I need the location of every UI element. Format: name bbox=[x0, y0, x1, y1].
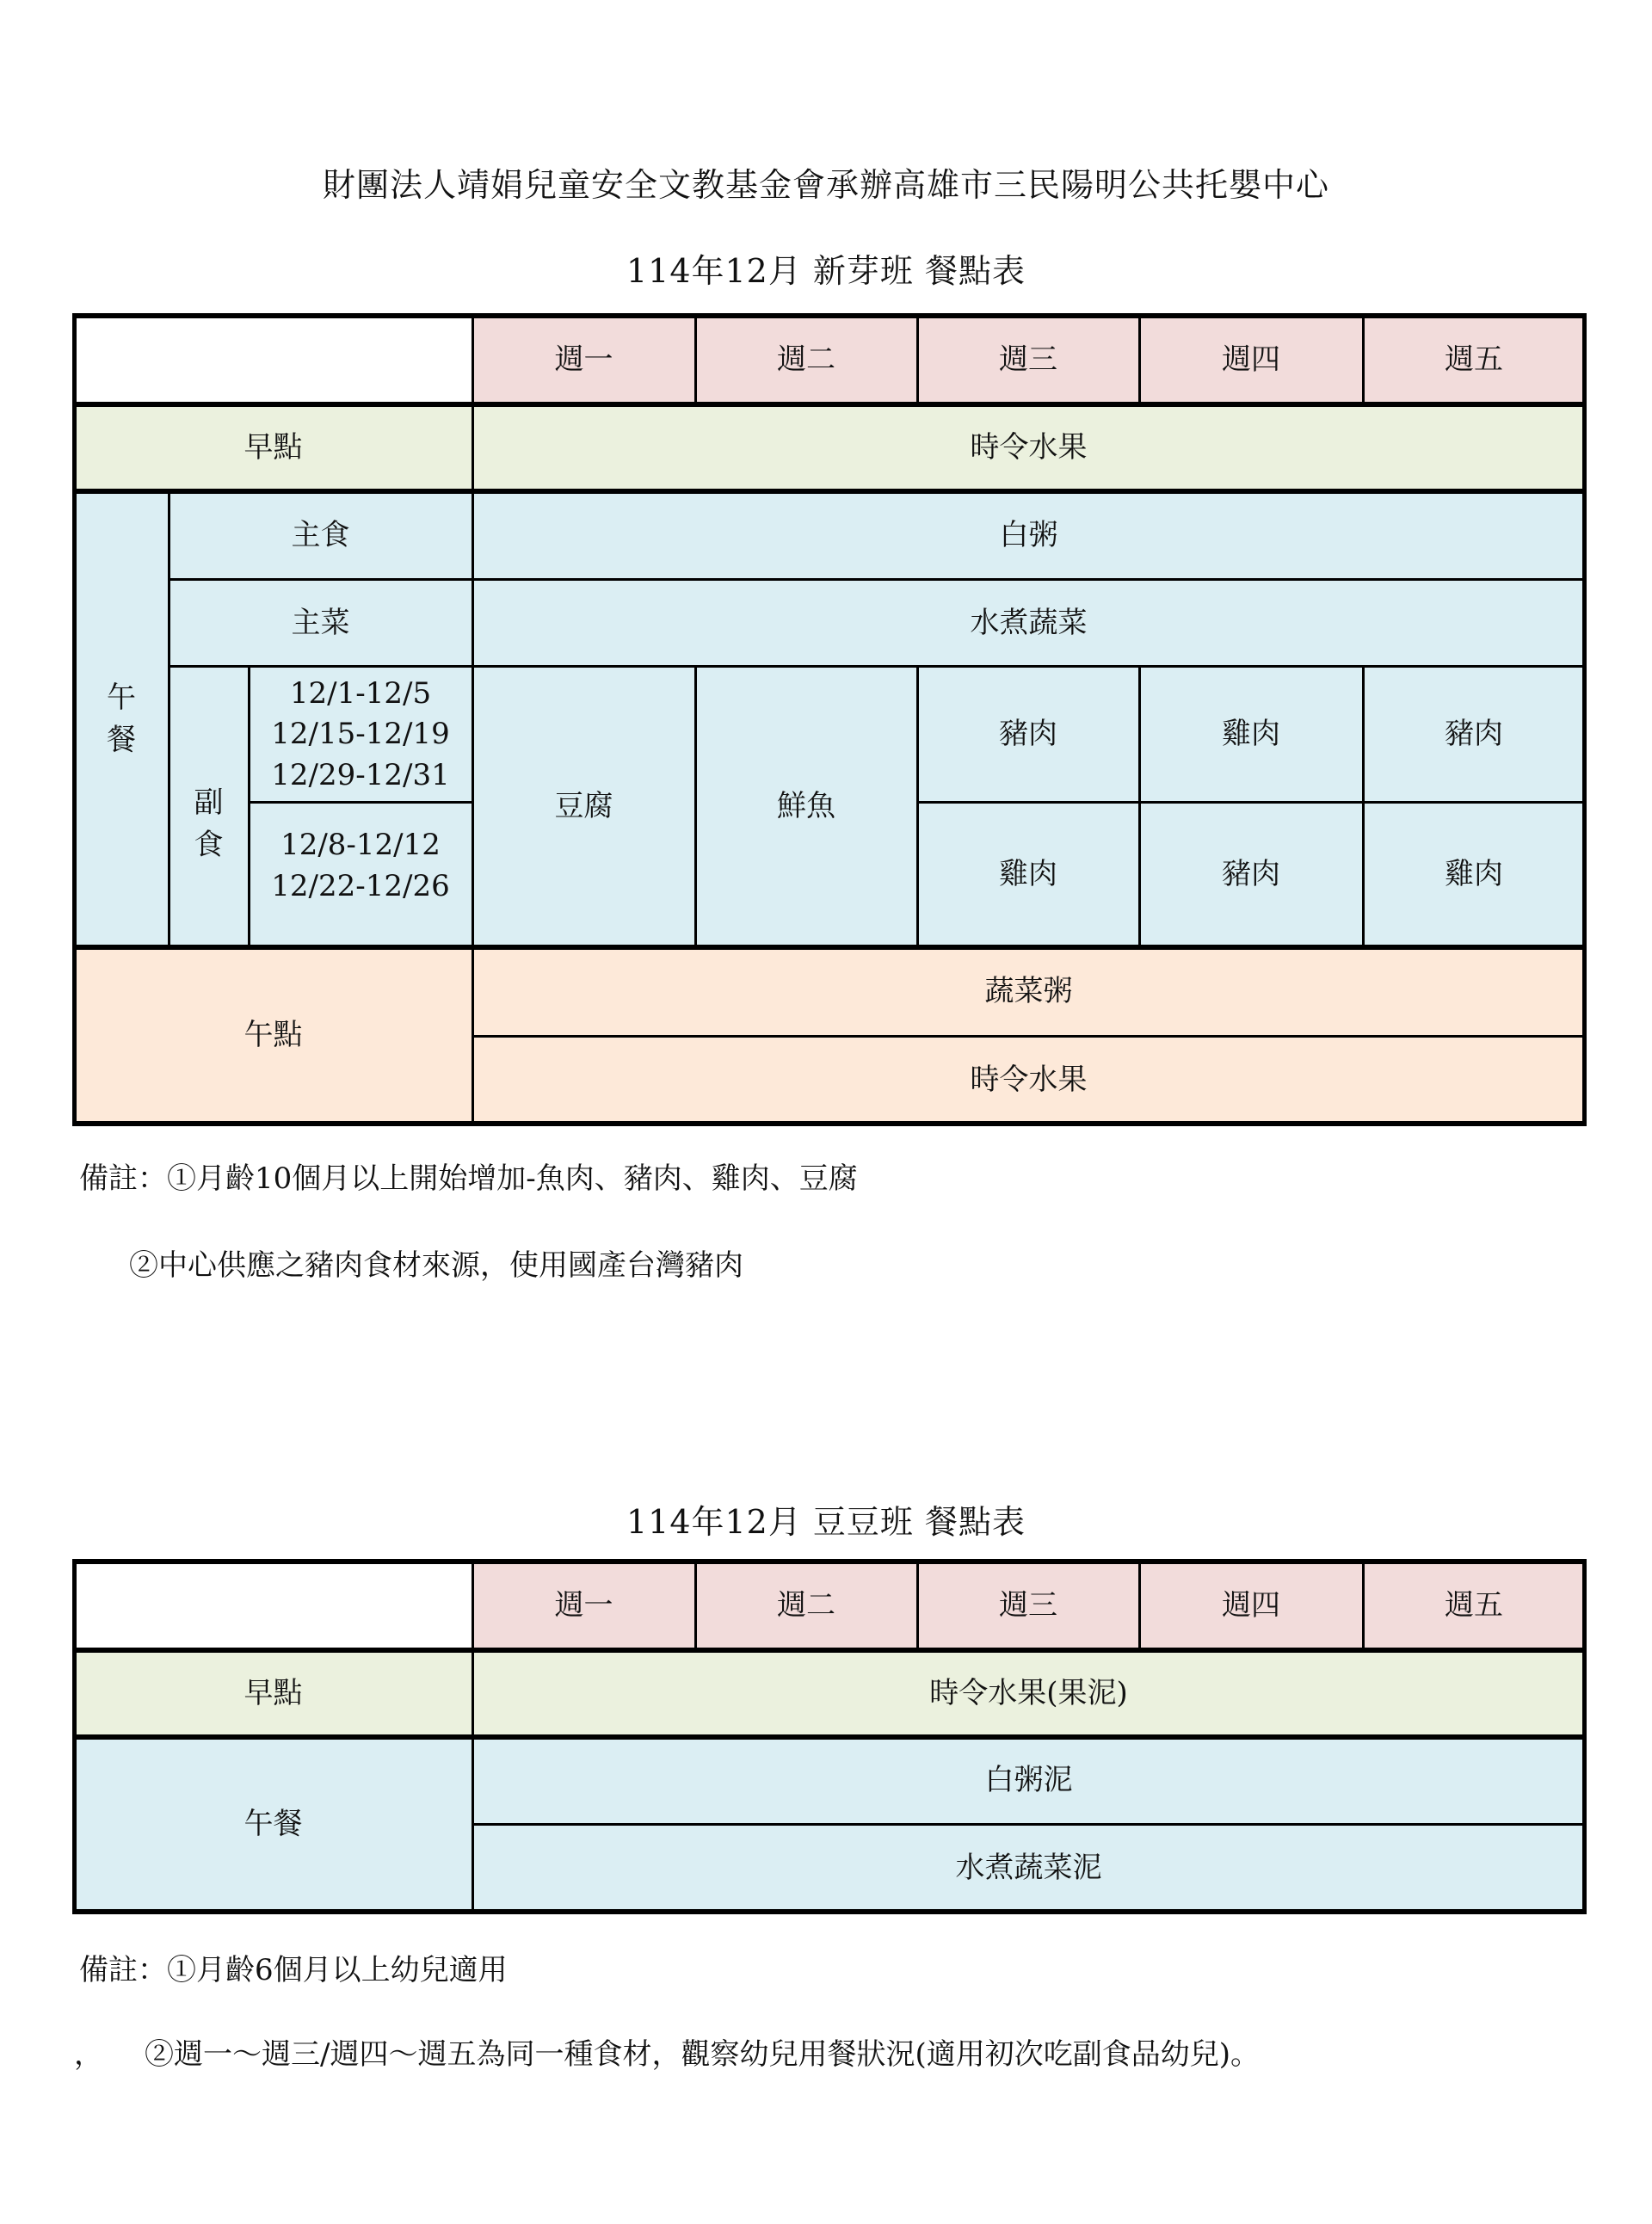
period-a-dates bbox=[249, 667, 472, 803]
col-divider bbox=[248, 667, 250, 947]
side-b-fri: 雞肉 bbox=[1363, 803, 1585, 947]
row-divider bbox=[72, 1648, 1587, 1653]
weekday-tue: 週二 bbox=[695, 1562, 917, 1650]
table-border bbox=[72, 1121, 1587, 1126]
weekday-thu: 週四 bbox=[1139, 1562, 1363, 1650]
col-divider bbox=[472, 1559, 474, 1914]
side-a-fri: 豬肉 bbox=[1363, 667, 1585, 803]
side-a-wed: 豬肉 bbox=[917, 667, 1139, 803]
breakfast-value: 時令水果(果泥) bbox=[472, 1650, 1585, 1737]
table-border bbox=[72, 313, 1587, 318]
weekday-fri: 週五 bbox=[1363, 1562, 1585, 1650]
col-divider bbox=[694, 1559, 697, 1650]
table-border bbox=[1582, 1559, 1587, 1914]
table-border bbox=[72, 313, 77, 1126]
side-dish-label bbox=[169, 667, 249, 947]
col-divider bbox=[1138, 1559, 1141, 1650]
org-title: 財團法人靖娟兒童安全文教基金會承辦高雄市三民陽明公共托嬰中心 bbox=[322, 166, 1329, 204]
date-range: 12/15-12/19 bbox=[271, 717, 450, 752]
snack-label: 午點 bbox=[74, 947, 472, 1124]
side-mon: 豆腐 bbox=[472, 667, 695, 947]
weekday-tue: 週二 bbox=[695, 316, 917, 404]
row-divider bbox=[72, 402, 1587, 407]
side-tue: 鮮魚 bbox=[695, 667, 917, 947]
col-divider bbox=[916, 667, 919, 947]
lunch-label-char: 餐 bbox=[107, 723, 136, 757]
weekday-fri: 週五 bbox=[1363, 316, 1585, 404]
table1-title: 114年12月 新芽班 餐點表 bbox=[626, 252, 1026, 290]
col-divider bbox=[1362, 1559, 1365, 1650]
weekday-wed: 週三 bbox=[917, 1562, 1139, 1650]
table2-title: 114年12月 豆豆班 餐點表 bbox=[626, 1503, 1026, 1541]
lunch-label-char: 午 bbox=[107, 680, 136, 715]
weekday-mon: 週一 bbox=[472, 316, 695, 404]
col-divider bbox=[916, 1559, 919, 1650]
row-divider bbox=[72, 945, 1587, 950]
table1-note-1: 備註：①月齡10個月以上開始增加-魚肉、豬肉、雞肉、豆腐 bbox=[79, 1161, 858, 1196]
table-border bbox=[72, 1559, 77, 1914]
date-range: 12/29-12/31 bbox=[271, 757, 450, 792]
breakfast-label: 早點 bbox=[74, 404, 472, 491]
col-divider bbox=[916, 313, 919, 404]
staple-label: 主食 bbox=[169, 491, 472, 580]
side-dish-label-char: 食 bbox=[194, 828, 224, 862]
header-corner bbox=[74, 1562, 472, 1650]
col-divider bbox=[1362, 667, 1365, 947]
side-dish-label-char: 副 bbox=[194, 785, 224, 820]
date-range: 12/8-12/12 bbox=[280, 828, 441, 863]
main-dish-label: 主菜 bbox=[169, 580, 472, 667]
col-divider bbox=[168, 491, 170, 947]
side-b-thu: 豬肉 bbox=[1139, 803, 1363, 947]
col-divider bbox=[694, 313, 697, 404]
lunch-item-2: 水煮蔬菜泥 bbox=[472, 1825, 1585, 1912]
lunch-item-1: 白粥泥 bbox=[472, 1737, 1585, 1825]
table2-note-stray-comma: ， bbox=[74, 2037, 103, 2072]
weekday-wed: 週三 bbox=[917, 316, 1139, 404]
header-corner bbox=[74, 316, 472, 404]
row-divider bbox=[72, 1734, 1587, 1740]
date-range: 12/22-12/26 bbox=[271, 869, 450, 903]
row-divider bbox=[72, 489, 1587, 494]
col-divider bbox=[472, 313, 474, 1126]
main-dish-value: 水煮蔬菜 bbox=[472, 580, 1585, 667]
col-divider bbox=[1138, 313, 1141, 404]
table2-note-2: ②週一～週三/週四～週五為同一種食材，觀察幼兒用餐狀況(適用初次吃副食品幼兒)。 bbox=[145, 2037, 1260, 2072]
col-divider bbox=[694, 667, 697, 947]
row-divider bbox=[472, 1823, 1585, 1826]
row-divider bbox=[249, 801, 472, 804]
date-range: 12/1-12/5 bbox=[289, 675, 432, 711]
col-divider bbox=[1362, 313, 1365, 404]
row-divider bbox=[472, 1035, 1585, 1038]
row-divider bbox=[169, 578, 1585, 581]
lunch-label bbox=[74, 491, 169, 947]
breakfast-label: 早點 bbox=[74, 1650, 472, 1737]
col-divider bbox=[1138, 667, 1141, 947]
staple-value: 白粥 bbox=[472, 491, 1585, 580]
side-b-wed: 雞肉 bbox=[917, 803, 1139, 947]
table-border bbox=[1582, 313, 1587, 1126]
row-divider bbox=[917, 801, 1585, 804]
side-a-thu: 雞肉 bbox=[1139, 667, 1363, 803]
snack-item-2: 時令水果 bbox=[472, 1037, 1585, 1124]
table-border bbox=[72, 1559, 1587, 1564]
snack-item-1: 蔬菜粥 bbox=[472, 947, 1585, 1037]
row-divider bbox=[169, 665, 1585, 668]
lunch-label: 午餐 bbox=[74, 1737, 472, 1912]
breakfast-value: 時令水果 bbox=[472, 404, 1585, 491]
table1-note-2: ②中心供應之豬肉食材來源，使用國產台灣豬肉 bbox=[129, 1248, 743, 1283]
table-border bbox=[72, 1909, 1587, 1914]
period-b-dates bbox=[249, 803, 472, 947]
weekday-thu: 週四 bbox=[1139, 316, 1363, 404]
weekday-mon: 週一 bbox=[472, 1562, 695, 1650]
table2-note-1: 備註：①月齡6個月以上幼兒適用 bbox=[79, 1953, 508, 1987]
